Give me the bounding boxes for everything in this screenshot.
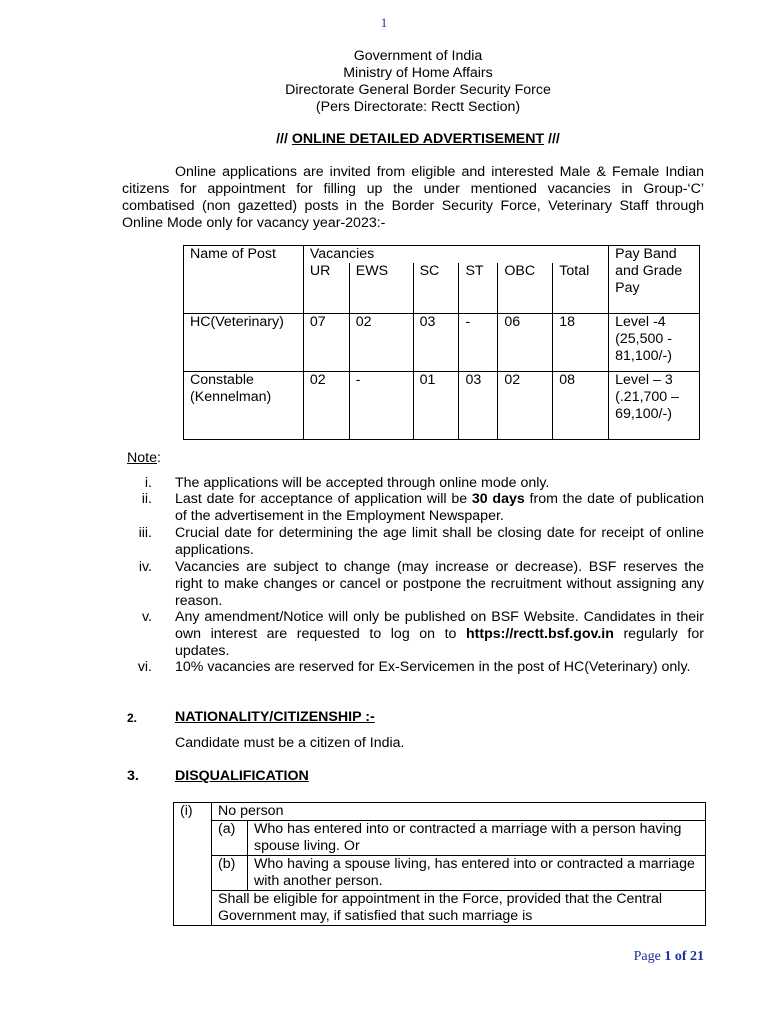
header-section: (Pers Directorate: Rectt Section)	[315, 99, 521, 115]
title-text: ONLINE DETAILED ADVERTISEMENT	[291, 131, 545, 147]
count-ur: 02	[303, 371, 349, 439]
no-person-text: No person	[212, 803, 706, 821]
intro-paragraph	[122, 164, 704, 232]
table-row	[184, 313, 700, 371]
post-name: HC(Veterinary)	[184, 313, 304, 371]
section-2-title-tail: :-	[365, 709, 375, 725]
title-suffix: ///	[544, 131, 560, 147]
section-2-title: NATIONALITY/CITIZENSHIP	[175, 709, 366, 725]
count-ur: 07	[303, 313, 349, 371]
count-total: 18	[553, 313, 609, 371]
note-number: vi.	[137, 659, 152, 675]
title-prefix: ///	[276, 131, 292, 147]
note-text: 10% vacancies are reserved for Ex-Servicemen in the post of HC(Veterinary) only.	[175, 659, 691, 675]
note-colon: :	[156, 450, 161, 466]
subheader-sc: SC	[413, 263, 459, 313]
note-text-pre: Last date for acceptance of application will be	[175, 491, 472, 507]
list-item	[122, 659, 704, 693]
intro-text: Online applications are invited from eligible and interested Male & Female Indian citizens for appointment for filling up the under mentioned vacancies in Group-‘C’ combatised (non gazetted) posts in the Border Security Force, Veterinary Staff through Online Mode only for vacancy year-2023:-	[122, 164, 704, 231]
clause-b-label: (b)	[212, 856, 248, 891]
header-vacancies: Vacancies	[303, 246, 608, 264]
count-obc: 02	[498, 371, 553, 439]
count-ews: 02	[349, 313, 413, 371]
clause-a-label: (a)	[212, 821, 248, 856]
note-text	[175, 609, 704, 660]
subheader-ews: EWS	[349, 263, 413, 313]
count-total: 08	[553, 371, 609, 439]
count-sc: 03	[413, 313, 459, 371]
subheader-ur: UR	[303, 263, 349, 313]
footer-page-number: 1	[664, 949, 672, 964]
subheader-obc: OBC	[498, 263, 553, 313]
footer-total-pages: 21	[690, 949, 704, 964]
note-heading	[127, 450, 161, 467]
section-2-body: Candidate must be a citizen of India.	[175, 735, 405, 751]
subheader-st: ST	[459, 263, 498, 313]
header-government: Government of India	[353, 48, 483, 64]
page-footer	[634, 948, 704, 965]
header-pay-band: Pay Band and Grade Pay	[609, 246, 700, 314]
list-item	[122, 475, 704, 492]
note-number: iv.	[138, 559, 152, 575]
page-top-number: 1	[380, 15, 388, 30]
footer-of-word: of	[674, 949, 687, 964]
count-ews: -	[349, 371, 413, 439]
table-row	[184, 371, 700, 439]
note-text	[175, 491, 704, 525]
note-number: v.	[142, 609, 152, 625]
header-directorate: Directorate General Border Security Force	[285, 82, 551, 98]
note-text: Crucial date for determining the age limit shall be closing date for receipt of online applications.	[175, 525, 704, 558]
section-3-title: DISQUALIFICATION	[175, 768, 309, 784]
note-number: ii.	[141, 491, 152, 507]
note-text-post: from the date of publication of the advertisement in the Employment Newspaper.	[175, 491, 704, 524]
note-text-bold: 30 days	[471, 491, 525, 507]
list-item	[122, 525, 704, 559]
note-label: Note	[127, 450, 157, 466]
count-obc: 06	[498, 313, 553, 371]
list-item	[122, 559, 704, 610]
clause-a-text: Who has entered into or contracted a marriage with a person having spouse living. Or	[248, 821, 706, 856]
list-item	[122, 609, 704, 660]
advertisement-title	[0, 131, 768, 148]
note-text: The applications will be accepted through online mode only.	[175, 475, 550, 491]
section-2-heading	[175, 709, 375, 726]
post-name: Constable (Kennelman)	[184, 371, 304, 439]
section-2-number: 2.	[127, 711, 138, 725]
footer-page-word: Page	[633, 949, 661, 964]
bsf-recruitment-link[interactable]: https://rectt.bsf.gov.in	[465, 626, 614, 642]
header-name-of-post: Name of Post	[184, 246, 304, 314]
list-item	[122, 491, 704, 525]
document-header	[0, 48, 768, 116]
note-number: i.	[144, 475, 152, 491]
clause-b-text: Who having a spouse living, has entered into or contracted a marriage with another person.	[248, 856, 706, 891]
count-st: -	[459, 313, 498, 371]
note-text-pre: Any amendment/Notice will only be published on BSF Website. Candidates in their own interest are requested to log on to	[175, 609, 704, 642]
disqualification-table	[173, 802, 706, 926]
eligibility-proviso: Shall be eligible for appointment in the Force, provided that the Central Government may, if satisfied that such marriage is	[212, 891, 706, 926]
subheader-total: Total	[553, 263, 609, 313]
note-text-post: regularly for updates.	[175, 626, 704, 659]
pay-level: Level -4 (25,500 - 81,100/-)	[609, 313, 700, 371]
clause-i-label: (i)	[174, 803, 212, 926]
header-ministry: Ministry of Home Affairs	[343, 65, 493, 81]
section-3-number: 3.	[127, 768, 139, 784]
count-st: 03	[459, 371, 498, 439]
note-text: Vacancies are subject to change (may increase or decrease). BSF reserves the right to make changes or cancel or postpone the recruitment without assigning any reason.	[175, 559, 704, 609]
count-sc: 01	[413, 371, 459, 439]
pay-level: Level – 3 (.21,700 – 69,100/-)	[609, 371, 700, 439]
note-number: iii.	[138, 525, 152, 541]
vacancy-table	[183, 245, 700, 440]
